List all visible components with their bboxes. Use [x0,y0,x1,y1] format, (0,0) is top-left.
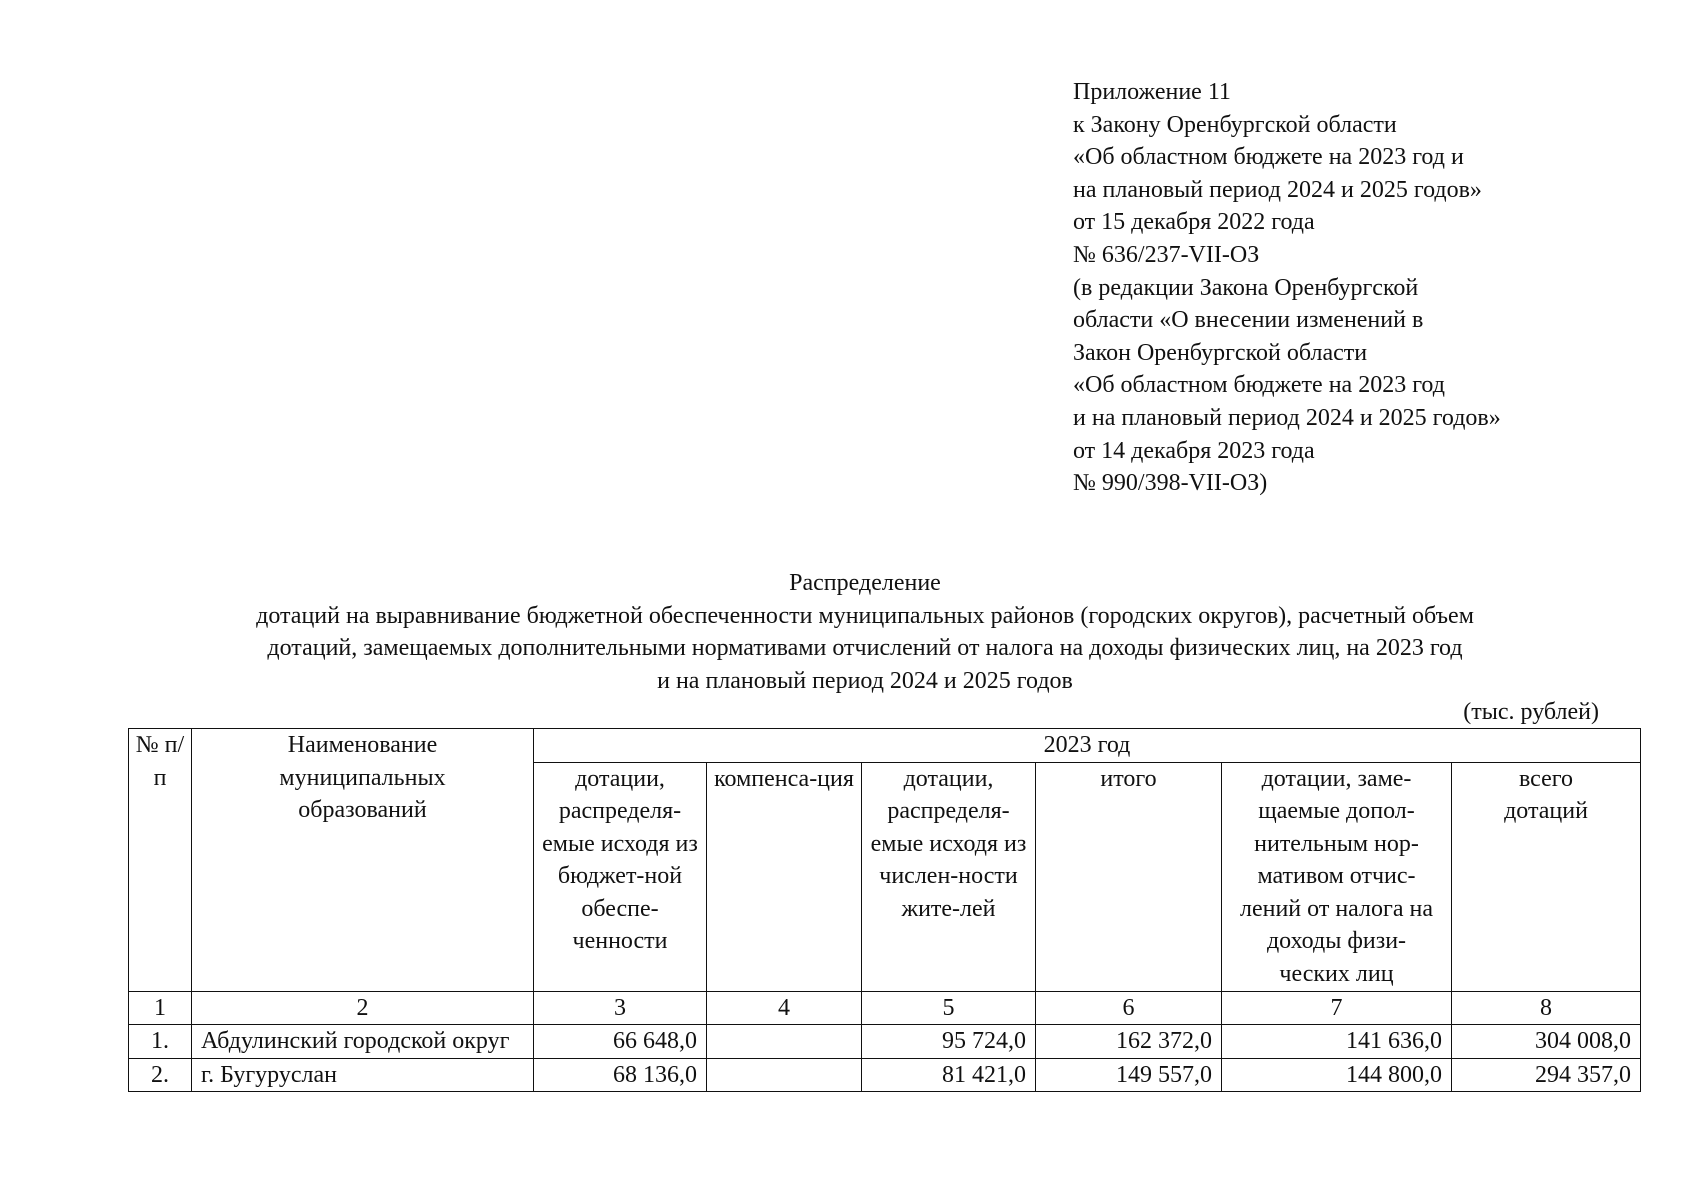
appendix-line: Закон Оренбургской области [1073,339,1368,366]
header-index: № п/п [129,729,192,992]
appendix-line: Приложение 11 [1073,79,1231,105]
appendix-line: на плановый период 2024 и 2025 годов» [1073,176,1482,203]
units-label: (тыс. рублей) [1463,699,1599,725]
title-line: и на плановый период 2024 и 2025 годов [657,667,1073,694]
row-value: 66 648,0 [534,1025,707,1059]
header-replaced-subsidy: дотации, заме-щаемые допол-нительным нор-мативом отчис-лений от налога на доходы физи-ческих лиц [1222,762,1452,991]
appendix-line: (в редакции Закона Оренбургской [1073,274,1419,301]
appendix-line: и на плановый период 2024 и 2025 годов» [1073,404,1501,431]
row-value: 81 421,0 [862,1058,1036,1092]
column-number: 2 [192,991,534,1025]
row-value [707,1058,862,1092]
row-index: 2. [129,1058,192,1092]
column-number: 1 [129,991,192,1025]
title-line: дотаций на выравнивание бюджетной обеспеченности муниципальных районов (городских округов), расчетный объем [256,602,1474,629]
column-number: 4 [707,991,862,1025]
header-compensation: компенса-ция [707,762,862,991]
title-line: дотаций, замещаемых дополнительными нормативами отчислений от налога на доходы физических лиц, на 2023 год [267,635,1463,661]
appendix-line: от 14 декабря 2023 года [1073,437,1315,464]
row-name: г. Бугуруслан [192,1058,534,1092]
header-year: 2023 год [534,729,1641,763]
header-population-subsidy: дотации, распределя-емые исходя из числен-ности жите-лей [862,762,1036,991]
row-value: 149 557,0 [1036,1058,1222,1092]
appendix-line: № 636/237-VII-ОЗ [1073,241,1260,268]
column-number: 3 [534,991,707,1025]
appendix-line: от 15 декабря 2022 года [1073,209,1315,236]
column-number: 6 [1036,991,1222,1025]
row-value: 304 008,0 [1452,1025,1641,1059]
header-name: Наименование муниципальных образований [192,729,534,992]
table-row [129,1058,1641,1092]
header-equalization-subsidy: дотации, распределя-емые исходя из бюджет-ной обеспе-ченности [534,762,707,991]
row-name: Абдулинский городской округ [192,1025,534,1059]
row-value: 294 357,0 [1452,1058,1641,1092]
header-total: итого [1036,762,1222,991]
header-all-subsidies: всего дотаций [1452,762,1641,991]
document-title [130,567,1600,697]
column-number: 8 [1452,991,1641,1025]
appendix-line: «Об областном бюджете на 2023 год и [1073,144,1464,171]
table-row [129,1025,1641,1059]
column-number: 7 [1222,991,1452,1025]
appendix-line: области «О внесении изменений в [1073,307,1424,334]
row-value [707,1025,862,1059]
column-number-row [129,991,1641,1025]
row-value: 95 724,0 [862,1025,1036,1059]
row-value: 141 636,0 [1222,1025,1452,1059]
appendix-line: «Об областном бюджете на 2023 год [1073,372,1445,399]
appendix-block [1073,76,1501,500]
header-row-main [129,729,1641,763]
row-value: 162 372,0 [1036,1025,1222,1059]
row-value: 68 136,0 [534,1058,707,1092]
appendix-line: № 990/398-VII-ОЗ) [1073,470,1268,497]
appendix-line: к Закону Оренбургской области [1073,111,1397,138]
distribution-table [128,728,1641,1092]
title-line: Распределение [789,570,941,596]
row-value: 144 800,0 [1222,1058,1452,1092]
column-number: 5 [862,991,1036,1025]
row-index: 1. [129,1025,192,1059]
